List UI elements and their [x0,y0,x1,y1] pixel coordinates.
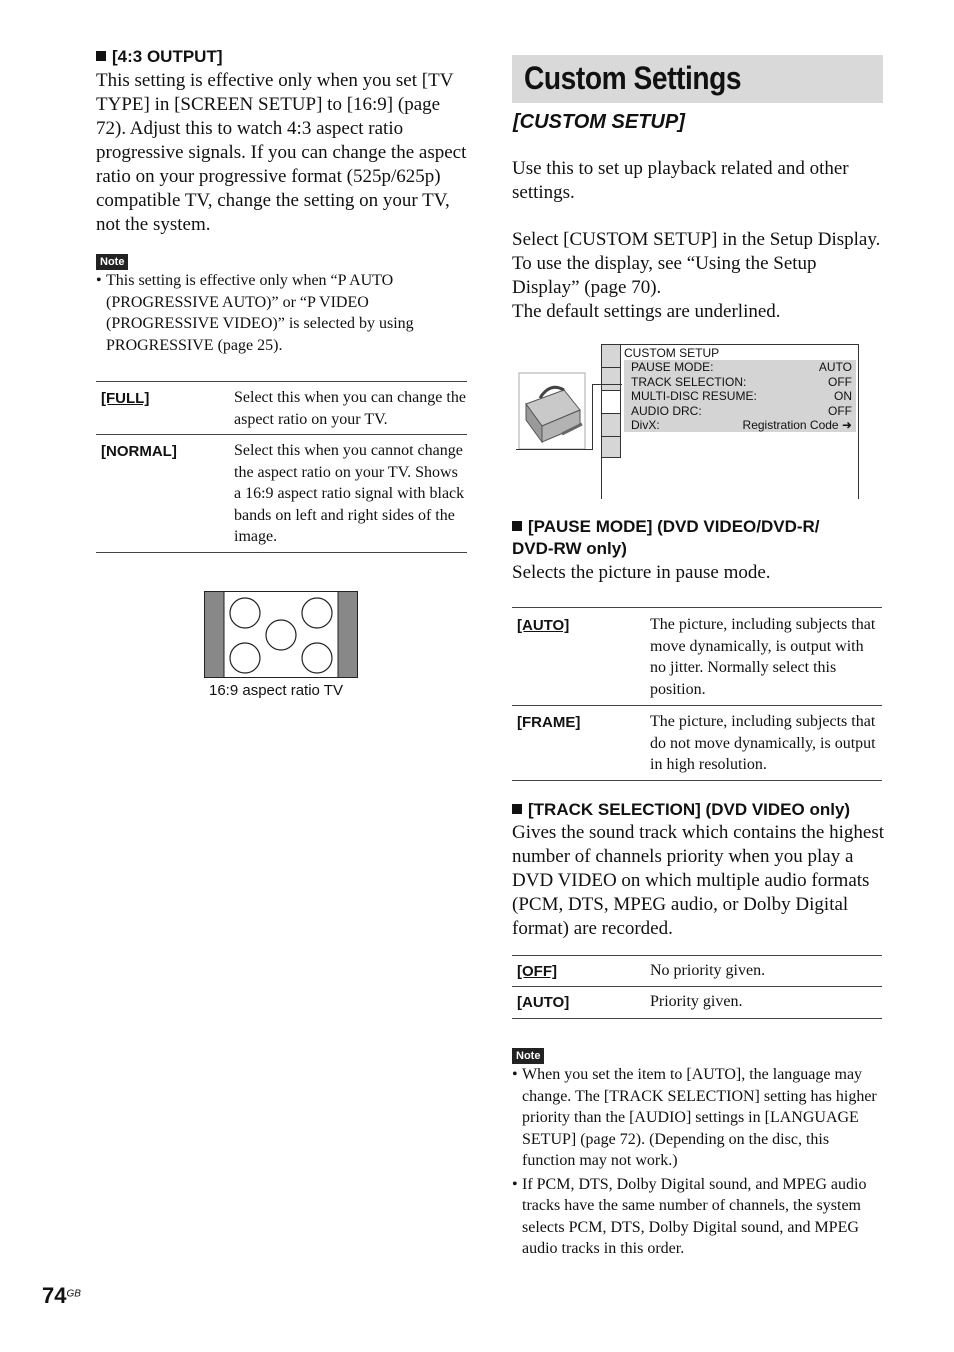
option-key: [AUTO] [517,617,570,634]
icon-strip [601,344,621,458]
osd-row: MULTI-DISC RESUME: ON [631,389,852,403]
table-row [512,706,882,781]
intro-paragraph-1: Use this to set up playback related and other settings. [512,158,849,203]
option-key: [NORMAL] [101,443,177,460]
osd-row: PAUSE MODE: AUTO [631,360,852,374]
section-title-band [512,55,883,103]
square-bullet-icon [96,51,106,61]
page-title: Custom Settings [524,60,742,96]
option-key: [AUTO] [517,994,570,1011]
custom-setup-screen [516,344,859,499]
table-row [512,608,882,706]
pause-mode-heading: [PAUSE MODE] (DVD VIDEO/DVD-R/ DVD-RW only) [512,517,820,558]
note-item: • When you set the item to [AUTO], the language may change. The [TRACK SELECTION] setting has higher priority than the [AUDIO] settings in [LANGUAGE SETUP] (page 72). (Depending on the disc, this function may not work.) [512,1064,884,1172]
square-bullet-icon [512,804,522,814]
osd-row: TRACK SELECTION: OFF [631,374,852,389]
table-row [96,435,467,553]
table-row [96,382,467,435]
option-desc: No priority given. [650,962,766,979]
note-list-right [512,1064,884,1260]
track-selection-heading: [TRACK SELECTION] (DVD VIDEO only) [512,799,850,821]
option-desc: Priority given. [650,993,743,1010]
pause-mode-body: Selects the picture in pause mode. [512,562,771,583]
option-desc: Select this when you can change the aspect ratio on your TV. [234,389,466,428]
option-key: [FULL] [101,390,150,407]
note-badge-right: Note [512,1046,544,1064]
pause-options-table [512,607,882,781]
section-subtitle: [CUSTOM SETUP] [513,111,685,133]
intro-paragraph-2: Select [CUSTOM SETUP] in the Setup Display. To use the display, see “Using the Setup Display” (page 70). [512,229,881,298]
output-body: This setting is effective only when you set [TV TYPE] in [SCREEN SETUP] to [16:9] (page 72). Adjust this to watch 4:3 aspect ratio progressive signals. If you can change the aspect ratio on your progressive format (525p/625p) compatible TV, change the setting on your TV, not the system. [96,70,467,235]
osd-row: AUDIO DRC: OFF [631,403,852,418]
option-desc: The picture, including subjects that move dynamically, is output with no jitter. Normally select this position. [650,616,876,698]
tv-figure [204,591,360,686]
note-item: • If PCM, DTS, Dolby Digital sound, and MPEG audio tracks have the same number of channels, the system selects PCM, DTS, Dolby Digital sound, and MPEG audio tracks in this order. [512,1174,884,1260]
osd-row: DivX: Registration Code ➜ [631,418,852,432]
osd-menu [624,360,856,432]
table-row [512,987,882,1019]
track-selection-body: Gives the sound track which contains the highest number of channels priority when you play a DVD VIDEO on which multiple audio formats (PCM, DTS, MPEG audio, or Dolby Digital format) are recorded. [512,822,885,939]
page-number: $74^{GB}$ [42,1283,81,1308]
note-badge-left: Note [96,252,128,270]
osd-title: CUSTOM SETUP [624,346,720,360]
output-heading: [4:3 OUTPUT] [96,46,223,68]
option-key: [FRAME] [517,714,581,731]
aspect-ratio-tv-illustration [204,591,360,681]
option-desc: Select this when you cannot change the aspect ratio on your TV. Shows a 16:9 aspect ratio signal with black bands on left and right sides of the image. [234,442,465,545]
note-list-left [96,270,458,356]
square-bullet-icon [512,521,522,531]
table-row [512,956,882,987]
output-options-table [96,381,467,553]
figure-caption: 16:9 aspect ratio TV [209,682,343,699]
option-key: [OFF] [517,963,557,980]
toolbox-icon [518,372,588,452]
intro-paragraph-3: The default settings are underlined. [512,301,781,322]
note-item: • This setting is effective only when “P AUTO (PROGRESSIVE AUTO)” or “P VIDEO (PROGRESSIVE VIDEO)” is selected by using PROGRESSIVE (page 25). [96,270,458,356]
option-desc: The picture, including subjects that do not move dynamically, is output in high resolution. [650,713,876,773]
track-options-table [512,955,882,1019]
